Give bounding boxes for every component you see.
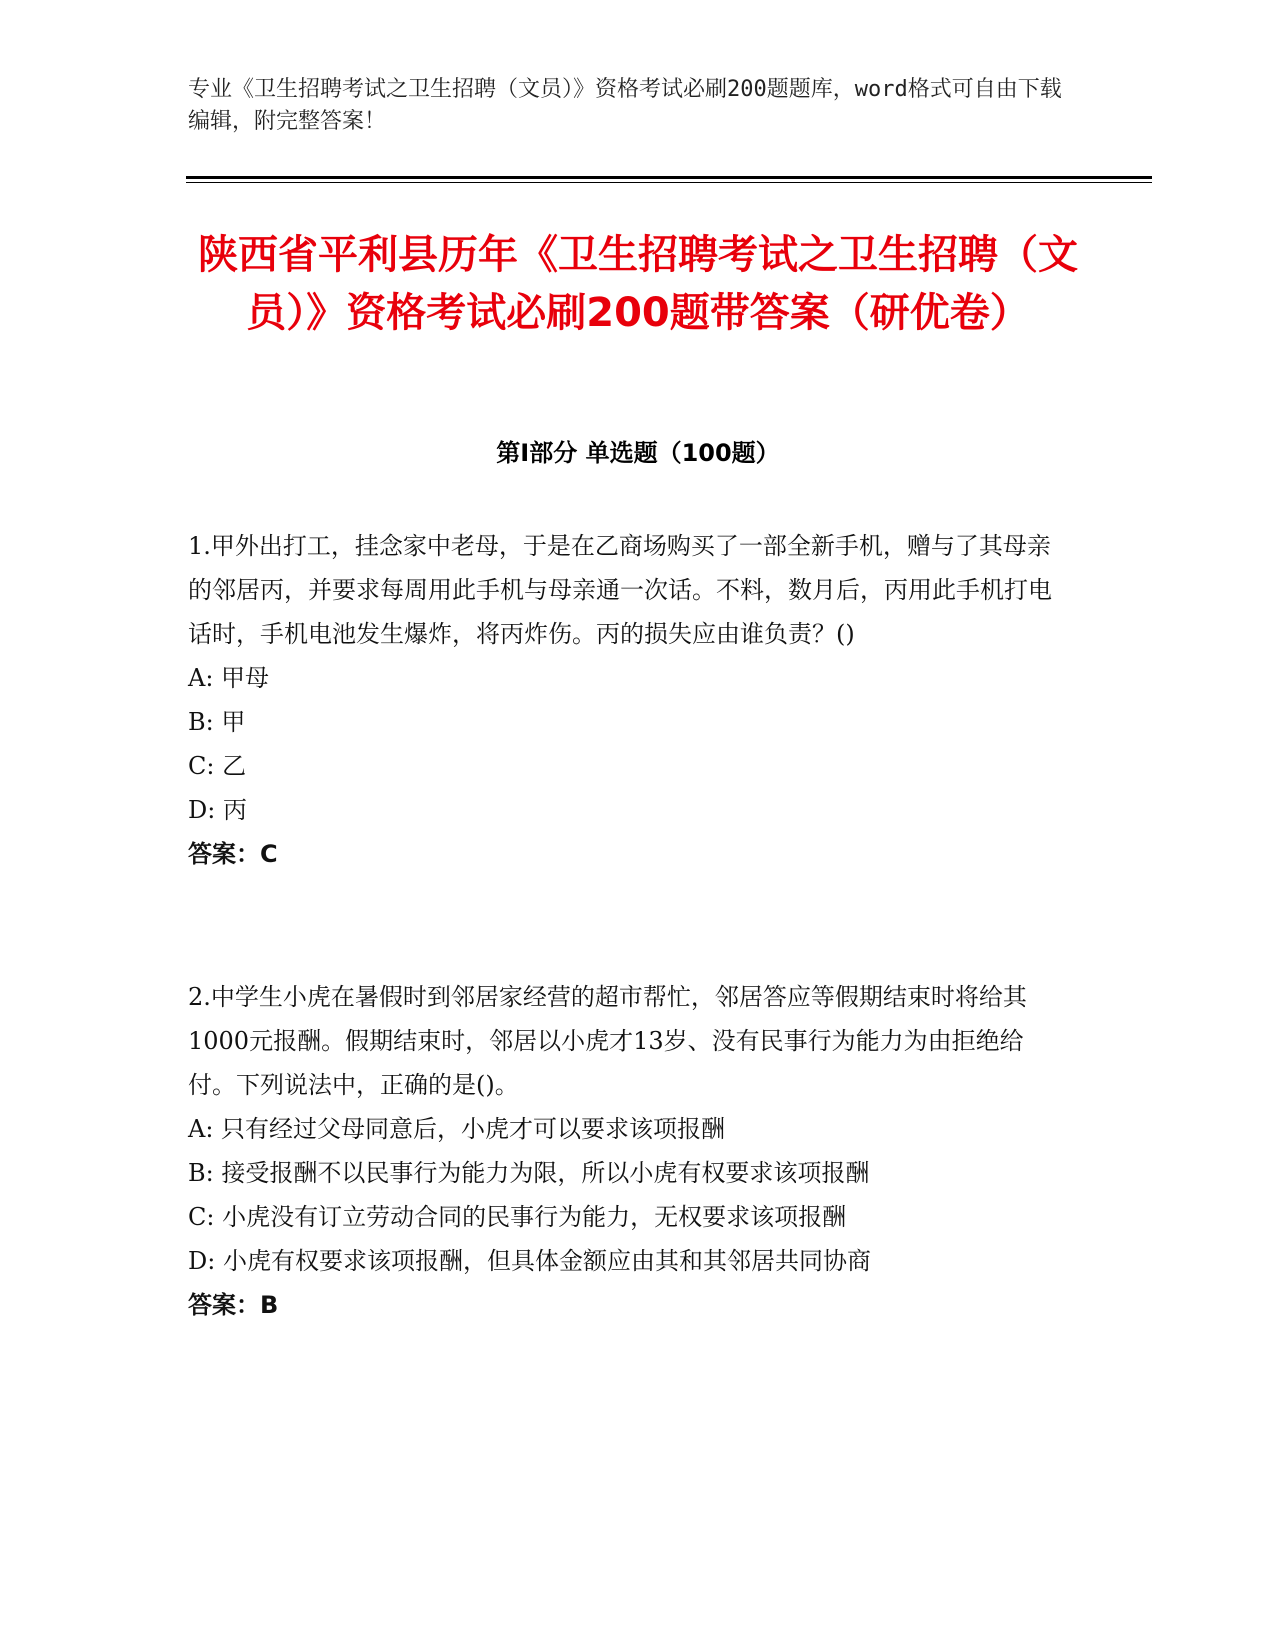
- option-d: D: 小虎有权要求该项报酬，但具体金额应由其和其邻居共同协商: [188, 1247, 871, 1275]
- option-d: D: 丙: [188, 796, 247, 824]
- answer-line: 答案：C: [188, 840, 278, 868]
- header-divider-thin: [186, 182, 1152, 183]
- option-a: A: 只有经过父母同意后，小虎才可以要求该项报酬: [188, 1115, 726, 1143]
- question-stem: 2.中学生小虎在暑假时到邻居家经营的超市帮忙，邻居答应等假期结束时将给其1000元报酬。假期结束时，邻居以小虎才13岁、没有民事行为能力为由拒绝给付。下列说法中，正确的是()。: [188, 983, 1027, 1099]
- question-stem: 1.甲外出打工，挂念家中老母，于是在乙商场购买了一部全新手机，赠与了其母亲的邻居丙，并要求每周用此手机与母亲通一次话。不料，数月后，丙用此手机打电话时，手机电池发生爆炸，将丙炸伤。丙的损失应由谁负责？(): [188, 532, 1052, 648]
- document-title: 陕西省平利县历年《卫生招聘考试之卫生招聘（文员）》资格考试必刷200题带答案（研优卷）: [198, 232, 1078, 336]
- header-note: 专业《卫生招聘考试之卫生招聘（文员）》资格考试必刷200题题库，word格式可自由下载编辑，附完整答案！: [188, 77, 1062, 134]
- section-title: 第Ⅰ部分 单选题（100题）: [496, 439, 780, 467]
- header-divider-thick: [186, 176, 1152, 179]
- option-c: C: 小虎没有订立劳动合同的民事行为能力，无权要求该项报酬: [188, 1203, 847, 1231]
- option-b: B: 甲: [188, 708, 246, 736]
- option-b: B: 接受报酬不以民事行为能力为限，所以小虎有权要求该项报酬: [188, 1159, 870, 1187]
- option-c: C: 乙: [188, 752, 247, 780]
- question-2: [188, 975, 1068, 1327]
- option-a: A: 甲母: [188, 664, 270, 692]
- answer-line: 答案：B: [188, 1291, 279, 1319]
- question-1: [188, 524, 1068, 876]
